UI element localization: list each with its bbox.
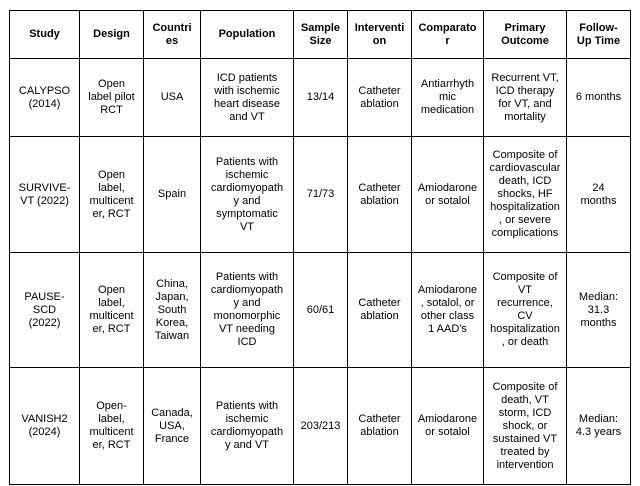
table-row — [10, 137, 631, 253]
cell-follow-up-time: Median: 31.3 months — [567, 253, 631, 368]
cell-sample-size: 13/14 — [294, 59, 348, 137]
cell-design: Open label pilot RCT — [80, 59, 144, 137]
cell-sample-size: 60/61 — [294, 253, 348, 368]
cell-intervention: Catheter ablation — [348, 368, 412, 485]
cell-study: PAUSE- SCD (2022) — [10, 253, 80, 368]
cell-population: Patients with ischemic cardiomyopath y and VT — [201, 368, 294, 485]
cell-population: ICD patients with ischemic heart disease and VT — [201, 59, 294, 137]
cell-sample-size: 203/213 — [294, 368, 348, 485]
cell-comparator: Amiodarone , sotalol, or other class 1 AAD's — [412, 253, 484, 368]
table-row — [10, 253, 631, 368]
cell-countries: USA — [144, 59, 201, 137]
cell-sample-size: 71/73 — [294, 137, 348, 253]
cell-primary-outcome: Composite of cardiovascular death, ICD shocks, HF hospitalization , or severe complications — [484, 137, 567, 253]
header-sample-size: Sample Size — [294, 11, 348, 59]
header-follow-up-time: Follow- Up Time — [567, 11, 631, 59]
cell-primary-outcome: Composite of VT recurrence, CV hospitalization , or death — [484, 253, 567, 368]
header-comparator: Comparato r — [412, 11, 484, 59]
cell-comparator: Amiodarone or sotalol — [412, 368, 484, 485]
cell-primary-outcome: Composite of death, VT storm, ICD shock, or sustained VT treated by intervention — [484, 368, 567, 485]
cell-design: Open label, multicent er, RCT — [80, 137, 144, 253]
trials-table — [9, 10, 631, 485]
header-population: Population — [201, 11, 294, 59]
cell-countries: Canada, USA, France — [144, 368, 201, 485]
cell-comparator: Amiodarone or sotalol — [412, 137, 484, 253]
header-primary-outcome: Primary Outcome — [484, 11, 567, 59]
header-row — [10, 11, 631, 59]
cell-intervention: Catheter ablation — [348, 59, 412, 137]
cell-comparator: Antiarrhyth mic medication — [412, 59, 484, 137]
cell-design: Open- label, multicent er, RCT — [80, 368, 144, 485]
cell-study: SURVIVE- VT (2022) — [10, 137, 80, 253]
cell-countries: China, Japan, South Korea, Taiwan — [144, 253, 201, 368]
cell-design: Open label, multicent er, RCT — [80, 253, 144, 368]
cell-primary-outcome: Recurrent VT, ICD therapy for VT, and mortality — [484, 59, 567, 137]
cell-study: CALYPSO (2014) — [10, 59, 80, 137]
table-row — [10, 368, 631, 485]
header-countries: Countri es — [144, 11, 201, 59]
cell-population: Patients with cardiomyopath y and monomorphic VT needing ICD — [201, 253, 294, 368]
cell-follow-up-time: Median: 4.3 years — [567, 368, 631, 485]
header-study: Study — [10, 11, 80, 59]
cell-study: VANISH2 (2024) — [10, 368, 80, 485]
cell-follow-up-time: 6 months — [567, 59, 631, 137]
cell-follow-up-time: 24 months — [567, 137, 631, 253]
cell-intervention: Catheter ablation — [348, 253, 412, 368]
header-design: Design — [80, 11, 144, 59]
cell-population: Patients with ischemic cardiomyopath y and symptomatic VT — [201, 137, 294, 253]
header-intervention: Interventi on — [348, 11, 412, 59]
cell-intervention: Catheter ablation — [348, 137, 412, 253]
cell-countries: Spain — [144, 137, 201, 253]
table-row — [10, 59, 631, 137]
